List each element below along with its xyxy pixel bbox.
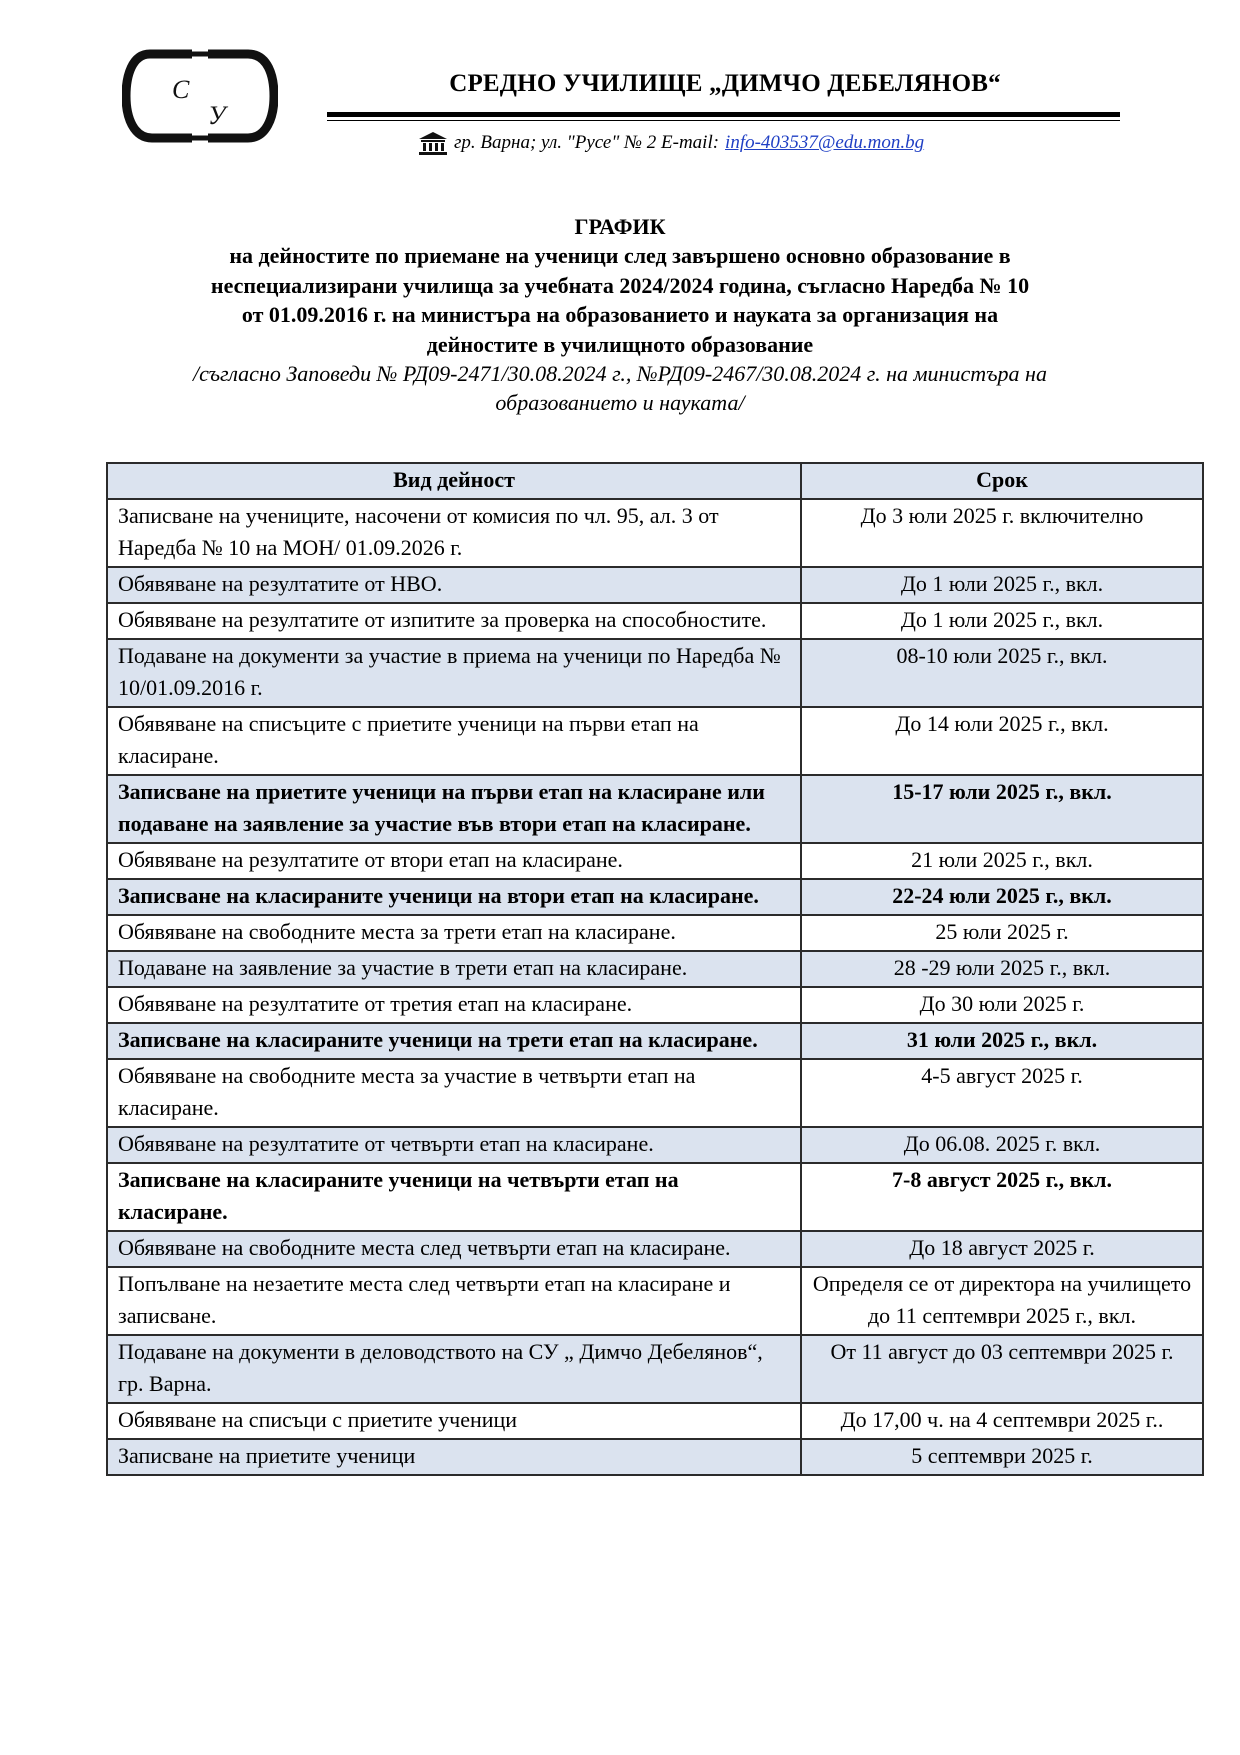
- table-row: [107, 1231, 1203, 1267]
- note-line: /съгласно Заповеди № РД09-2471/30.08.2024 г., №РД09-2467/30.08.2024 г. на министъра на: [193, 361, 1047, 386]
- document-note: [100, 359, 1140, 417]
- document-title: ГРАФИК: [574, 214, 666, 239]
- table-row: [107, 567, 1203, 603]
- table-row: [107, 951, 1203, 987]
- activity-cell: Обявяване на резултатите от изпитите за проверка на способностите.: [107, 603, 801, 639]
- table-row: [107, 499, 1203, 567]
- activity-cell: Записване на класираните ученици на трети етап на класиране.: [107, 1023, 801, 1059]
- table-row: [107, 1059, 1203, 1127]
- school-logo: [122, 48, 278, 144]
- deadline-cell: До 18 август 2025 г.: [801, 1231, 1203, 1267]
- subtitle-line: на дейностите по приемане на ученици след завършено основно образование в: [229, 243, 1011, 268]
- deadline-cell: До 30 юли 2025 г.: [801, 987, 1203, 1023]
- deadline-cell: 25 юли 2025 г.: [801, 915, 1203, 951]
- header-divider-thin: [327, 120, 1120, 121]
- header-divider-thick: [327, 112, 1120, 117]
- activity-cell: Записване на класираните ученици на втори етап на класиране.: [107, 879, 801, 915]
- address-text: гр. Варна; ул. "Русе" № 2 E-mail:: [454, 132, 720, 153]
- deadline-cell: До 1 юли 2025 г., вкл.: [801, 567, 1203, 603]
- deadline-cell: До 06.08. 2025 г. вкл.: [801, 1127, 1203, 1163]
- svg-text:С: С: [172, 75, 190, 104]
- table-row: [107, 603, 1203, 639]
- activity-cell: Записване на приетите ученици: [107, 1439, 801, 1475]
- header-deadline: Срок: [801, 463, 1203, 499]
- deadline-cell: До 3 юли 2025 г. включително: [801, 499, 1203, 567]
- deadline-cell: 4-5 август 2025 г.: [801, 1059, 1203, 1127]
- table-header-row: [107, 463, 1203, 499]
- activity-cell: Обявяване на резултатите от четвърти етап на класиране.: [107, 1127, 801, 1163]
- deadline-cell: До 1 юли 2025 г., вкл.: [801, 603, 1203, 639]
- document-heading: [100, 212, 1140, 417]
- header-activity: Вид дейност: [107, 463, 801, 499]
- activity-cell: Подаване на заявление за участие в трети етап на класиране.: [107, 951, 801, 987]
- table-row: [107, 775, 1203, 843]
- table-row: [107, 1023, 1203, 1059]
- deadline-cell: 5 септември 2025 г.: [801, 1439, 1203, 1475]
- subtitle-line: от 01.09.2016 г. на министъра на образованието и науката за организация на: [241, 302, 999, 327]
- activity-cell: Записване на приетите ученици на първи етап на класиране или подаване на заявление за участие във втори етап на класиране.: [107, 775, 801, 843]
- activity-cell: Обявяване на свободните места за трети етап на класиране.: [107, 915, 801, 951]
- table-row: [107, 879, 1203, 915]
- table-row: [107, 639, 1203, 707]
- deadline-cell: До 17,00 ч. на 4 септември 2025 г..: [801, 1403, 1203, 1439]
- document-subtitle: [100, 241, 1140, 359]
- activity-cell: Обявяване на свободните места след четвърти етап на класиране.: [107, 1231, 801, 1267]
- deadline-cell: 21 юли 2025 г., вкл.: [801, 843, 1203, 879]
- email-link[interactable]: info-403537@edu.mon.bg: [725, 132, 925, 153]
- deadline-cell: 31 юли 2025 г., вкл.: [801, 1023, 1203, 1059]
- activity-cell: Обявяване на резултатите от втори етап на класиране.: [107, 843, 801, 879]
- subtitle-line: неспециализирани училища за учебната 2024/2024 година, съгласно Наредба № 10: [210, 272, 1030, 298]
- table-row: [107, 1267, 1203, 1335]
- table-row: [107, 1403, 1203, 1439]
- activity-cell: Обявяване на списъците с приетите ученици на първи етап на класиране.: [107, 707, 801, 775]
- activity-cell: Записване на класираните ученици на четвърти етап на класиране.: [107, 1163, 801, 1231]
- table-row: [107, 707, 1203, 775]
- note-line: образованието и науката/: [495, 390, 745, 415]
- table-row: [107, 1127, 1203, 1163]
- table-row: [107, 987, 1203, 1023]
- deadline-cell: 28 -29 юли 2025 г., вкл.: [801, 951, 1203, 987]
- table-row: [107, 1163, 1203, 1231]
- deadline-cell: Определя се от директора на училището до 11 септември 2025 г., вкл.: [801, 1267, 1203, 1335]
- svg-text:У: У: [208, 101, 226, 130]
- building-icon: [418, 131, 448, 155]
- table-row: [107, 843, 1203, 879]
- activity-cell: Попълване на незаетите места след четвърти етап на класиране и записване.: [107, 1267, 801, 1335]
- admission-schedule-table: [106, 462, 1204, 1476]
- deadline-cell: От 11 август до 03 септември 2025 г.: [801, 1335, 1203, 1403]
- activity-cell: Подаване на документи за участие в приема на ученици по Наредба № 10/01.09.2016 г.: [107, 639, 801, 707]
- activity-cell: Записване на учениците, насочени от комисия по чл. 95, ал. 3 от Наредба № 10 на МОН/ 01.09.2026 г.: [107, 499, 801, 567]
- deadline-cell: 08-10 юли 2025 г., вкл.: [801, 639, 1203, 707]
- deadline-cell: 7-8 август 2025 г., вкл.: [801, 1163, 1203, 1231]
- school-name: СРЕДНО УЧИЛИЩЕ „ДИМЧО ДЕБЕЛЯНОВ“: [449, 70, 1001, 97]
- table-row: [107, 1335, 1203, 1403]
- address-line: [418, 131, 924, 155]
- deadline-cell: До 14 юли 2025 г., вкл.: [801, 707, 1203, 775]
- activity-cell: Подаване на документи в деловодството на СУ „ Димчо Дебелянов“, гр. Варна.: [107, 1335, 801, 1403]
- subtitle-line: дейностите в училищното образование: [426, 331, 814, 357]
- deadline-cell: 22-24 юли 2025 г., вкл.: [801, 879, 1203, 915]
- activity-cell: Обявяване на списъци с приетите ученици: [107, 1403, 801, 1439]
- table-row: [107, 1439, 1203, 1475]
- activity-cell: Обявяване на резултатите от НВО.: [107, 567, 801, 603]
- deadline-cell: 15-17 юли 2025 г., вкл.: [801, 775, 1203, 843]
- activity-cell: Обявяване на свободните места за участие в четвърти етап на класиране.: [107, 1059, 801, 1127]
- activity-cell: Обявяване на резултатите от третия етап на класиране.: [107, 987, 801, 1023]
- table-row: [107, 915, 1203, 951]
